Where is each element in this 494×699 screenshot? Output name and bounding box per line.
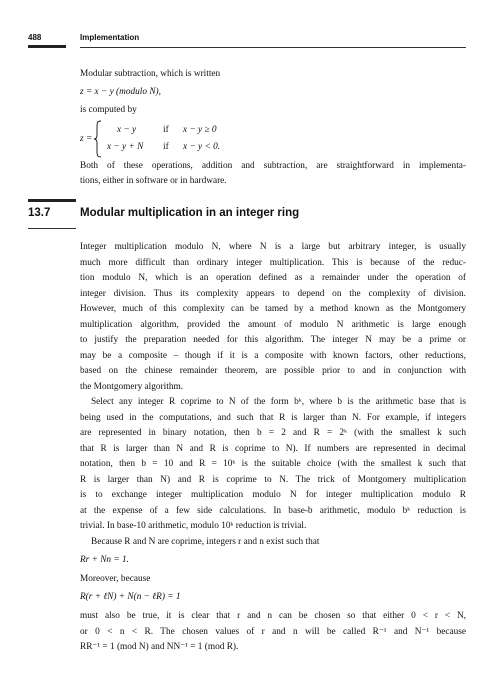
equation-bezout: Rr + Nn = 1.: [80, 555, 129, 565]
section-title: Modular multiplication in an integer ring: [80, 207, 300, 219]
case2-if: if: [163, 142, 169, 152]
paragraph-line: the Montgomery algorithm.: [80, 381, 184, 392]
header-rule: [80, 47, 466, 48]
paragraph-line: R is larger than N) and R is coprime to N. The trick of Montgomery multiplication: [80, 474, 466, 485]
paragraph-line: must also be true, it is clear that r and n can be chosen so that either 0 < r < N,: [80, 611, 466, 621]
paragraph-line: at the expense of a few side calculations. In base-b arithmetic, modulo bᵏ reduction is: [80, 505, 466, 516]
chapter-title: Implementation: [80, 33, 140, 42]
equation-shift: R(r + ℓN) + N(n − ℓR) = 1: [80, 592, 181, 602]
piecewise-lhs: z =: [80, 134, 93, 144]
case1-expr: x − y: [117, 125, 137, 135]
paragraph-line: Integer multiplication modulo N, where N is a large but arbitrary integer, is usually: [80, 242, 466, 252]
section-bar: [28, 199, 76, 202]
paragraph-line: multiplication algorithm, provided the amount of modulo N arithmetic is large enough: [80, 319, 466, 330]
case1-cond: x − y ≥ 0: [183, 125, 217, 135]
paragraph-line: is to exchange integer multiplication modulo N for integer multiplication modulo R: [80, 490, 466, 500]
paragraph-line: tions, either in software or in hardware.: [80, 176, 227, 186]
case2-cond: x − y < 0.: [183, 142, 221, 152]
case1-if: if: [163, 125, 169, 135]
page-number: 488: [28, 33, 42, 42]
paragraph-line: being used in the computations, and such that R is larger than N. For example, if integers: [80, 412, 466, 423]
paragraph-line: much more difficult than ordinary integer multiplication. This is because of the reduc-: [80, 257, 466, 268]
text-line: Moreover, because: [80, 574, 151, 584]
header-bar: [28, 45, 66, 48]
paragraph-line: or 0 < n < R. The chosen values of r and n will be called R⁻¹ and N⁻¹ because: [80, 626, 466, 637]
paragraph-line: Both of these operations, addition and subtraction, are straightforward in implementa-: [80, 161, 466, 171]
paragraph-line: that R is larger than N and R is coprime to N). If numbers are represented in decimal: [80, 443, 466, 454]
text-line: is computed by: [80, 105, 137, 115]
paragraph-line: Because R and N are coprime, integers r and n exist such that: [91, 537, 320, 547]
brace-icon: [93, 120, 103, 158]
paragraph-line: However, much of this complexity can be tamed by a method known as the Montgomery: [80, 304, 466, 314]
paragraph-line: based on the chinese remainder theorem, are possible prior to and in conjunction with: [80, 366, 466, 376]
case2-expr: x − y + N: [107, 142, 144, 152]
paragraph-line: are represented in binary notation, then b = 2 and R = 2ᵏ (with the smallest k such: [80, 428, 466, 438]
paragraph-line: may be a composite – though if it is a composite with known factors, other reductions,: [80, 350, 466, 361]
paragraph-line: integer division. Thus its complexity appears to depend on the complexity of division.: [80, 288, 466, 299]
paragraph-line: notation, then b = 10 and R = 10ᵏ is the suitable choice (with the smallest k such that: [80, 459, 466, 469]
paragraph-line: RR⁻¹ = 1 (mod N) and NN⁻¹ = 1 (mod R).: [80, 642, 239, 652]
equation-subtraction: z = x − y (modulo N),: [80, 87, 161, 97]
paragraph-line: to justify the preparation needed for this algorithm. The integer N may be a prime or: [80, 335, 466, 345]
section-rule: [28, 228, 76, 229]
section-number: 13.7: [28, 207, 51, 219]
paragraph-line: trivial. In base-10 arithmetic, modulo 10ᵏ reduction is trivial.: [80, 521, 307, 531]
paragraph-line: Select any integer R coprime to N of the form bᵏ, where b is the arithmetic base that is: [91, 397, 466, 407]
paragraph-line: tion modulo N, which is an operation defined as a remainder under the operation of: [80, 273, 466, 283]
text-line: Modular subtraction, which is written: [80, 69, 221, 79]
